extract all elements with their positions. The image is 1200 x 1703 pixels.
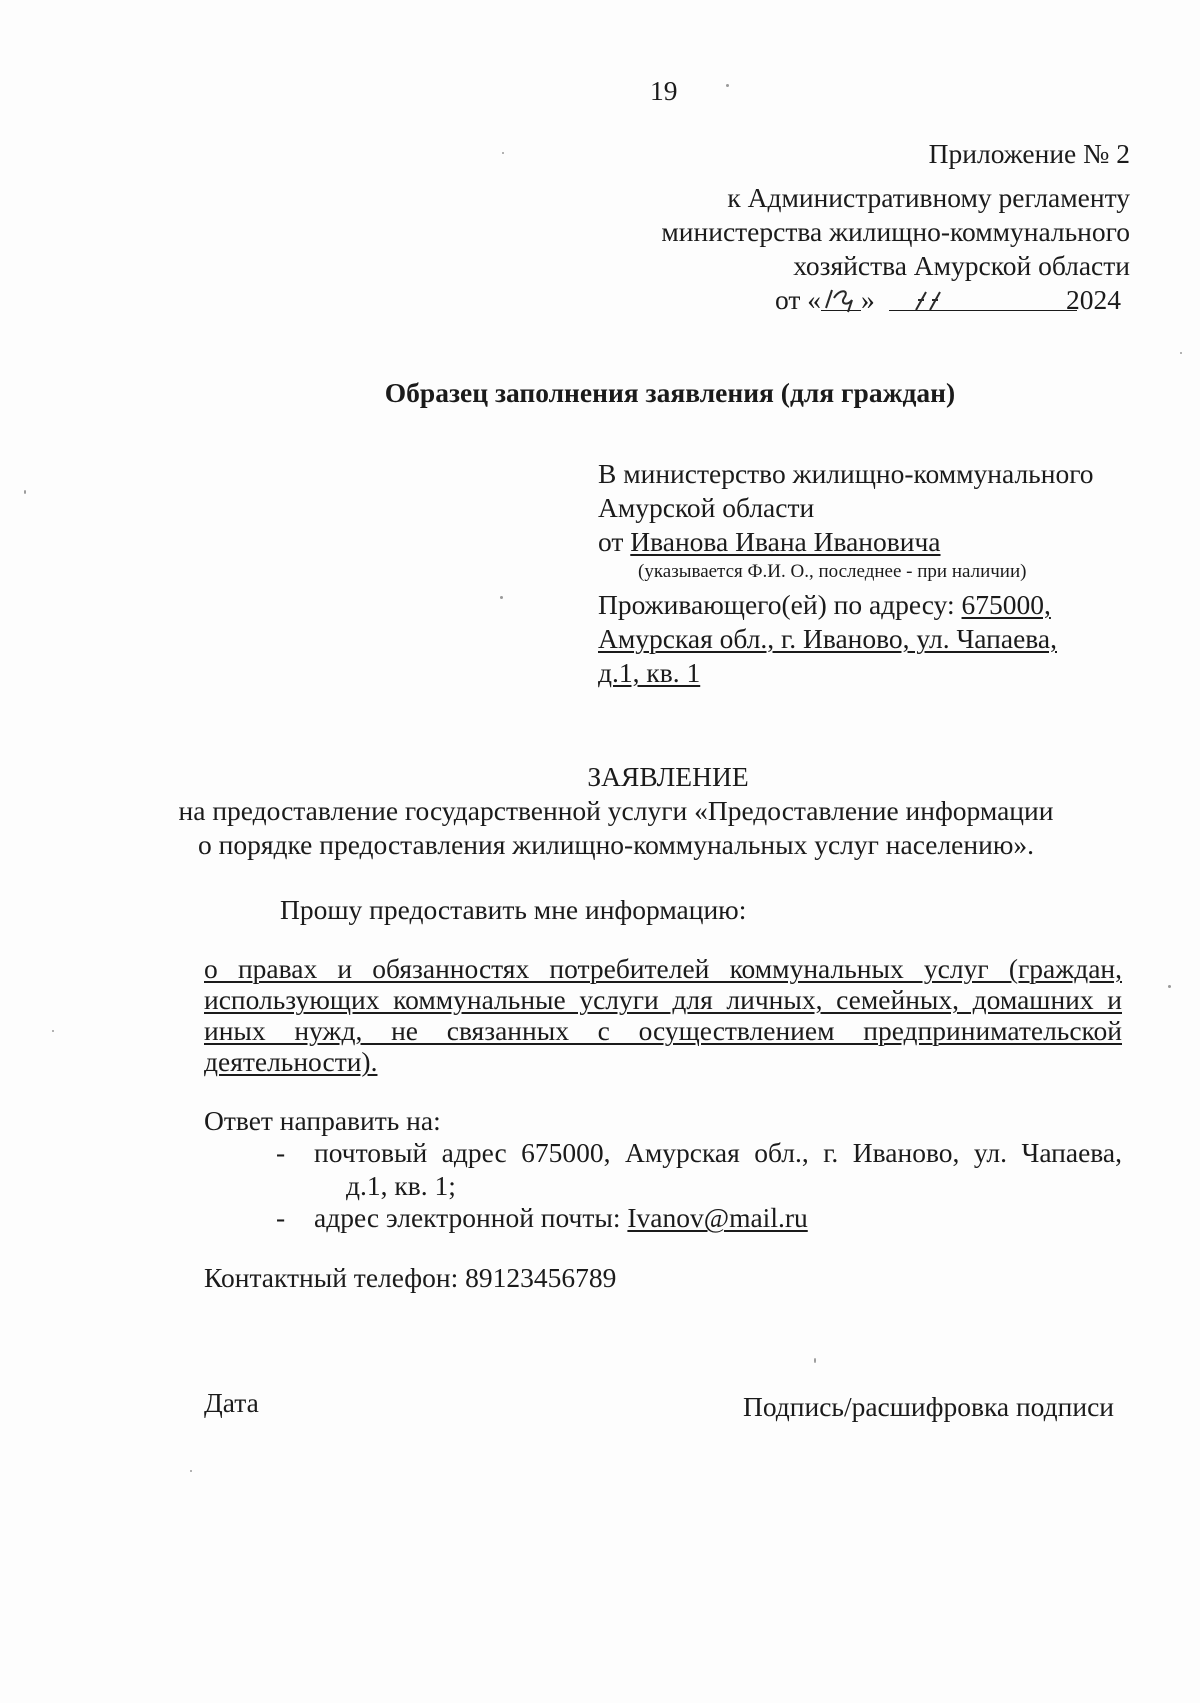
date-close-quote: » (861, 284, 875, 315)
statement-subtitle-line-1: на предоставление государственной услуги «Предоставление информации (178, 795, 1054, 826)
email-bullet: - (276, 1202, 286, 1233)
scan-speck (24, 490, 26, 494)
appendix-title: Приложение № 2 (928, 138, 1130, 169)
scan-speck (52, 1030, 54, 1032)
scan-speck (500, 596, 503, 599)
addressee-to-line-2: Амурской области (598, 492, 815, 523)
statement-heading: ЗАЯВЛЕНИЕ (587, 761, 749, 792)
address-line-1 (598, 588, 1051, 621)
addressee-from (598, 525, 941, 558)
handwritten-day-mark (820, 286, 860, 316)
name-hint: (указывается Ф.И. О., последнее - при наличии) (638, 561, 1027, 582)
email-line (314, 1201, 808, 1234)
from-name: Иванова Ивана Ивановича (630, 526, 941, 557)
from-prefix: от (598, 526, 631, 557)
scan-speck (814, 1358, 816, 1363)
signature-label: Подпись/расшифровка подписи (742, 1391, 1114, 1422)
appendix-line-1: к Административному регламенту (727, 182, 1130, 213)
request-intro: Прошу предоставить мне информацию: (280, 894, 747, 925)
statement-subtitle-line-2: о порядке предоставления жилищно-коммунальных услуг населению». (198, 829, 1034, 860)
date-year: 2024 (1066, 284, 1121, 315)
form-title: Образец заполнения заявления (для граждан) (384, 377, 956, 408)
appendix-line-2: министерства жилищно-коммунального (661, 216, 1130, 247)
date-prefix: от « (775, 284, 822, 315)
scan-speck (1180, 352, 1182, 354)
address-line-3: д.1, кв. 1 (598, 657, 701, 688)
email-address: Ivanov@mail.ru (627, 1202, 808, 1233)
response-label: Ответ направить на: (204, 1105, 441, 1136)
postal-address-line-1: почтовый адрес 675000, Амурская обл., г. Иваново, ул. Чапаева, (314, 1137, 1122, 1168)
scan-speck (1168, 985, 1171, 988)
scan-speck (502, 152, 504, 154)
contact-phone: Контактный телефон: 89123456789 (204, 1262, 617, 1293)
postal-address-line-2: д.1, кв. 1; (346, 1170, 456, 1201)
addressee-to-line-1: В министерство жилищно-коммунального (598, 458, 1094, 489)
email-prefix: адрес электронной почты: (314, 1202, 628, 1233)
address-index: 675000, (961, 589, 1051, 620)
scan-speck (726, 84, 729, 87)
scan-speck (190, 1470, 192, 1472)
handwritten-month-mark (912, 288, 952, 314)
address-line-2: Амурская обл., г. Иваново, ул. Чапаева, (598, 623, 1057, 654)
request-body: о правах и обязанностях потребителей коммунальных услуг (граждан, использующих коммунальные услуги для личных, семейных, домашних и иных нужд, не связанных с осуществлением предпринимательской деятельности). (204, 953, 1122, 1077)
date-label: Дата (204, 1387, 259, 1418)
appendix-line-3: хозяйства Амурской области (793, 250, 1130, 281)
address-prefix: Проживающего(ей) по адресу: (598, 589, 962, 620)
page-number: 19 (650, 75, 678, 106)
postal-bullet: - (276, 1137, 286, 1168)
